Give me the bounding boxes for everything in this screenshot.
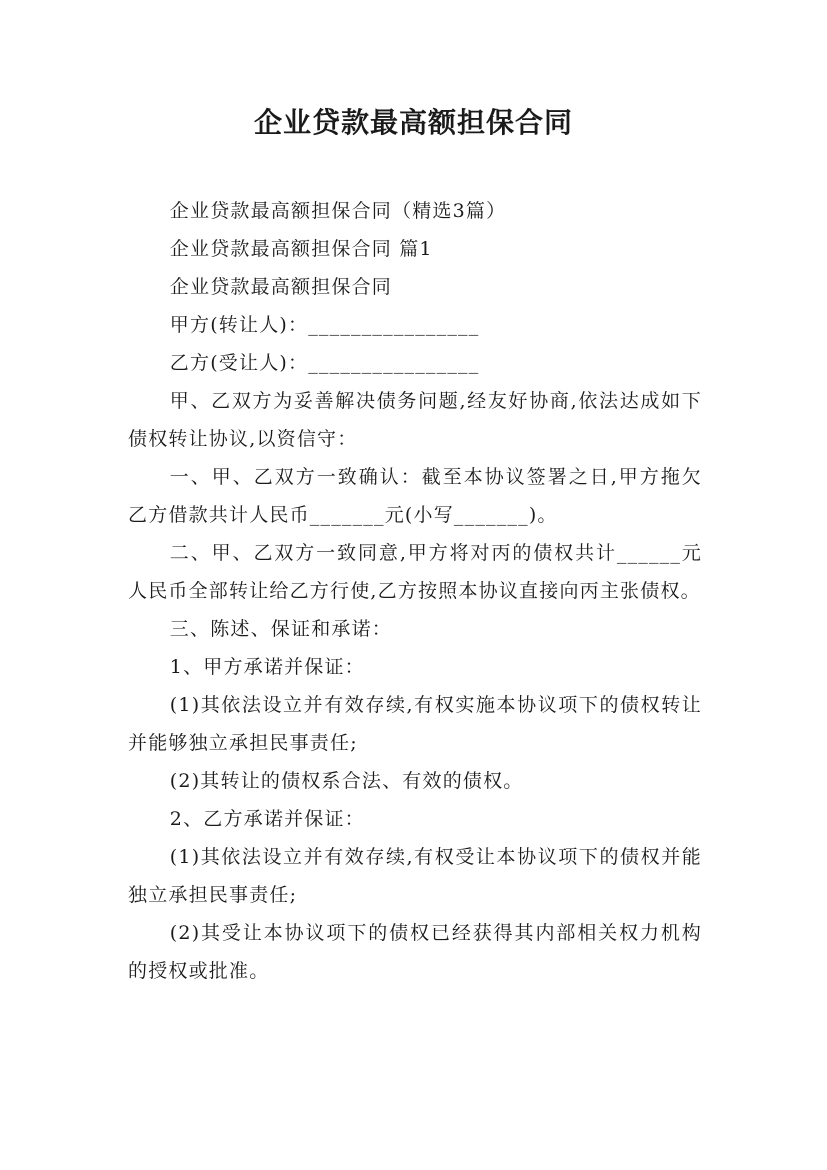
party-b-line: 乙方(受让人)：________________ bbox=[169, 352, 480, 374]
paragraph-heading-contract: 企业贷款最高额担保合同 bbox=[169, 276, 392, 298]
paragraph-intro: 甲、乙双方为妥善解决债务问题,经友好协商,依法达成如下债权转让协议,以资信守： bbox=[128, 390, 702, 450]
party-a-line: 甲方(转让人)：________________ bbox=[169, 314, 480, 336]
clause-3-1-item-1: (1)其依法设立并有效存续,有权实施本协议项下的债权转让并能够独立承担民事责任; bbox=[128, 694, 702, 754]
paragraph-heading-selection: 企业贷款最高额担保合同（精选3篇） bbox=[169, 200, 507, 222]
clause-2: 二、甲、乙双方一致同意,甲方将对丙的债权共计______元人民币全部转让给乙方行使,乙方按照本协议直接向丙主张债权。 bbox=[128, 542, 702, 602]
paragraph-heading-part1: 企业贷款最高额担保合同 篇1 bbox=[169, 238, 433, 260]
clause-3-2-item-2: (2)其受让本协议项下的债权已经获得其内部相关权力机构的授权或批准。 bbox=[128, 922, 702, 982]
clause-3-1-item-2: (2)其转让的债权系合法、有效的债权。 bbox=[169, 770, 524, 792]
clause-1: 一、甲、乙双方一致确认：截至本协议签署之日,甲方拖欠乙方借款共计人民币_______元(小写_______)。 bbox=[128, 466, 702, 526]
document-body bbox=[128, 192, 702, 990]
clause-3-2-item-1: (1)其依法设立并有效存续,有权受让本协议项下的债权并能独立承担民事责任; bbox=[128, 846, 702, 906]
clause-3-1-heading: 1、甲方承诺并保证： bbox=[169, 656, 365, 678]
clause-3-2-heading: 2、乙方承诺并保证： bbox=[169, 808, 365, 830]
document-title: 企业贷款最高额担保合同 bbox=[253, 106, 573, 139]
clause-3-heading: 三、陈述、保证和承诺： bbox=[169, 618, 392, 640]
